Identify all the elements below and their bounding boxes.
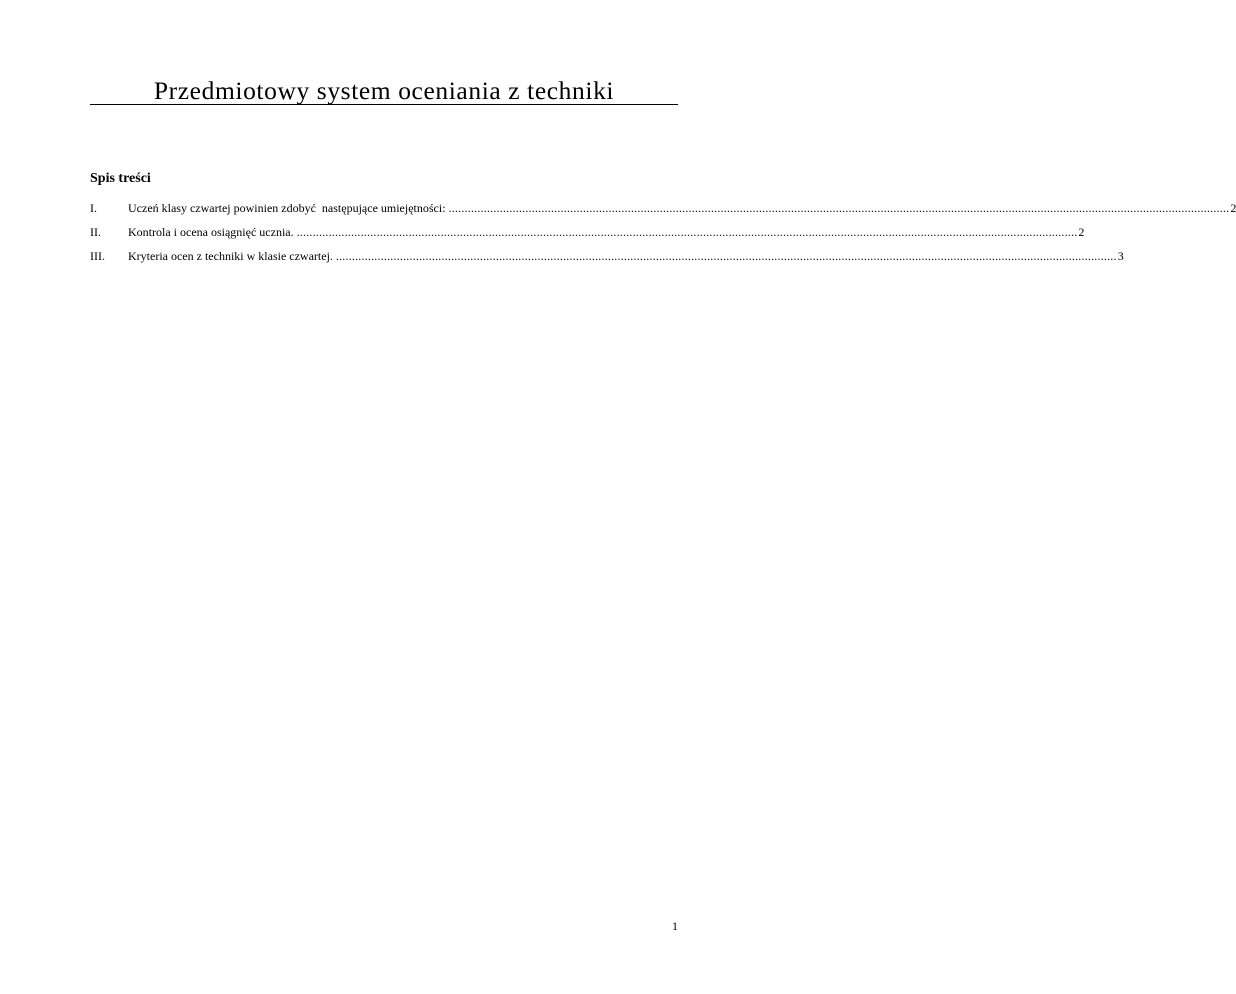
- title-underline: [90, 104, 678, 105]
- toc-heading: Spis treści: [90, 171, 151, 186]
- document-title: Przedmiotowy system oceniania z techniki: [153, 76, 615, 105]
- toc-entry-number: III.: [90, 249, 105, 263]
- toc-dot-leader: ....................................................................................................................................................................................................................................................: [335, 249, 1117, 263]
- toc-dot-leader: ....................................................................................................................................................................................................................................................: [448, 201, 1230, 215]
- table-of-contents: [90, 198, 1236, 270]
- toc-entry-text[interactable]: Kryteria ocen z techniki w klasie czwartej.: [128, 249, 333, 263]
- toc-entry-page: 2: [1230, 201, 1236, 215]
- toc-entry-number: I.: [90, 201, 97, 215]
- toc-entry-text[interactable]: Kontrola i ocena osiągnięć ucznia.: [128, 225, 294, 239]
- toc-entry-text[interactable]: Uczeń klasy czwartej powinien zdobyć następujące umiejętności:: [128, 201, 446, 215]
- toc-entry[interactable]: [90, 222, 1085, 246]
- toc-entry[interactable]: [90, 246, 1124, 270]
- toc-dot-leader: ....................................................................................................................................................................................................................................................: [296, 225, 1078, 239]
- toc-entry-number: II.: [90, 225, 101, 239]
- toc-entry-page: 3: [1117, 249, 1124, 263]
- toc-entry-page: 2: [1078, 225, 1085, 239]
- page-number: 1: [672, 919, 678, 933]
- toc-entry[interactable]: [90, 198, 1236, 222]
